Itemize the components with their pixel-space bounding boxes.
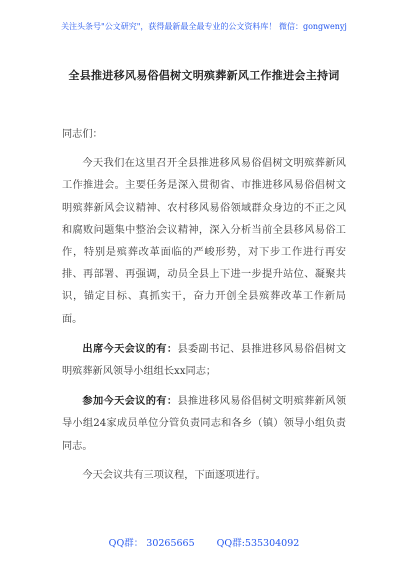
footer-qq-group-1[interactable]: QQ群： 30265665 — [108, 538, 195, 549]
paragraph-lead-present: 出席今天会议的有： — [82, 342, 178, 355]
footer-qq-group-2[interactable]: QQ群:535304092 — [216, 538, 300, 549]
paragraph-attendees-present — [62, 338, 346, 383]
paragraph-intro: 今天我们在这里召开全县推进移风易俗倡树文明殡葬新风工作推进会。主要任务是深入贯彻省、市推进移风易俗倡树文明殡葬新风会议精神、农村移风易俗领域群众身边的不正之风和腐败问题集中整治会议精神，深入分析当前全县移风易俗工作，特别是殡葬改革面临的严峻形势，对下步工作进行再安排、再部署、再强调，动员全县上下进一步提升站位、凝聚共识，锚定目标、真抓实干，奋力开创全县殡葬改革工作新局面。 — [62, 158, 346, 325]
paragraph-lead-participating: 参加今天会议的有： — [82, 395, 178, 408]
document-body — [62, 124, 346, 494]
paragraph-attendees-participating — [62, 390, 346, 458]
paragraph-agenda: 今天会议共有三项议程，下面逐项进行。 — [82, 469, 266, 481]
paragraph-text-participating: 县推进移风易俗倡树文明殡葬新风领导小组24家成员单位分管负责同志和各乡（镇）领导小组负责同志。 — [62, 396, 347, 452]
paragraph-text-present: 县委副书记、县推进移风易俗倡树文明殡葬新风领导小组组长xx同志； — [62, 343, 347, 378]
document-title: 全县推进移风易俗倡树文明殡葬新风工作推进会主持词 — [68, 69, 340, 82]
salutation: 同志们： — [62, 129, 103, 140]
footer-contacts — [0, 535, 408, 549]
promo-banner[interactable]: 关注头条号"公文研究"，获得最新最全最专业的公文资料库！ 微信：gongwenyj — [61, 22, 347, 31]
